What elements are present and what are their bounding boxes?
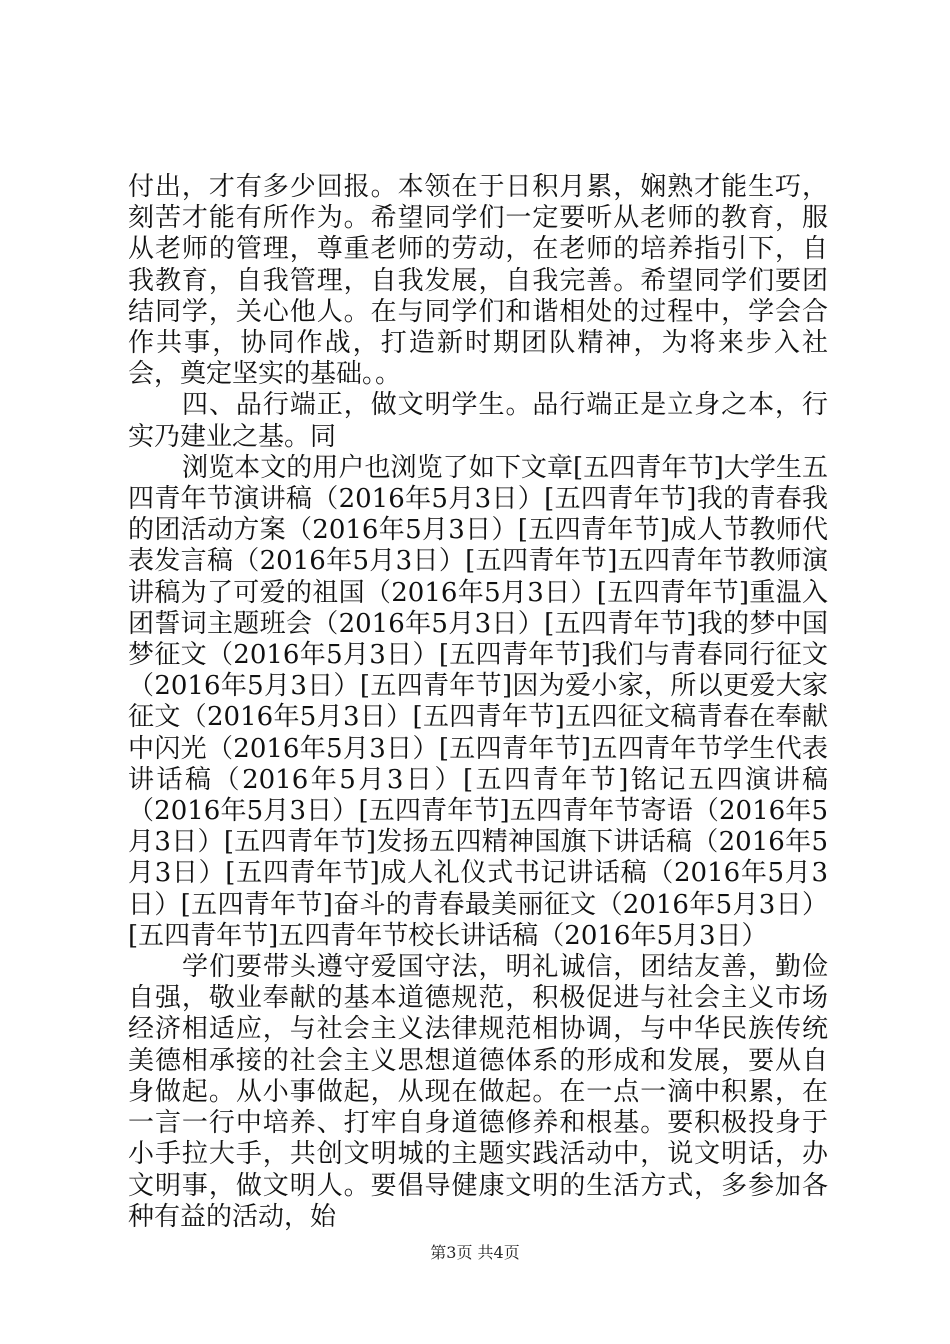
paragraph-section-four: 四、品行端正，做文明学生。品行端正是立身之本，行实乃建业之基。同 — [128, 390, 828, 452]
paragraph-moral-standards: 学们要带头遵守爱国守法，明礼诚信，团结友善，勤俭自强，敬业奉献的基本道德规范，积极促进与社会主义市场经济相适应，与社会主义法律规范相协调，与中华民族传统美德相承接的社会主义思想道德体系的形成和发展，要从自身做起。从小事做起，从现在做起。在一点一滴中积累，在一言一行中培养、打牢自身道德修养和根基。要积极投身于小手拉大手，共创文明城的主题实践活动中，说文明话，办文明事，做文明人。要倡导健康文明的生活方式，多参加各种有益的活动，始 — [128, 952, 828, 1232]
paragraph-related-articles: 浏览本文的用户也浏览了如下文章[五四青年节]大学生五四青年节演讲稿（2016年5月3日）[五四青年节]我的青春我的团活动方案（2016年5月3日）[五四青年节]成人节教师代表发言稿（2016年5月3日）[五四青年节]五四青年节教师演讲稿为了可爱的祖国（2016年5月3日）[五四青年节]重温入团誓词主题班会（2016年5月3日）[五四青年节]我的梦中国梦征文（2016年5月3日）[五四青年节]我们与青春同行征文（2016年5月3日）[五四青年节]因为爱小家，所以更爱大家征文（2016年5月3日）[五四青年节]五四征文稿青春在奉献中闪光（2016年5月3日）[五四青年节]五四青年节学生代表讲话稿（2016年5月3日）[五四青年节]铭记五四演讲稿（2016年5月3日）[五四青年节]五四青年节寄语（2016年5月3日）[五四青年节]发扬五四精神国旗下讲话稿（2016年5月3日）[五四青年节]成人礼仪式书记讲话稿（2016年5月3日）[五四青年节]奋斗的青春最美丽征文（2016年5月3日）[五四青年节]五四青年节校长讲话稿（2016年5月3日） — [128, 452, 828, 951]
document-body — [128, 172, 828, 1233]
paragraph-continuation: 付出，才有多少回报。本领在于日积月累，娴熟才能生巧，刻苦才能有所作为。希望同学们一定要听从老师的教育，服从老师的管理，尊重老师的劳动，在老师的培养指引下，自我教育，自我管理，自我发展，自我完善。希望同学们要团结同学，关心他人。在与同学们和谐相处的过程中，学会合作共事，协同作战，打造新时期团队精神，为将来步入社会，奠定坚实的基础。。 — [128, 172, 828, 390]
page-number-footer: 第3页 共4页 — [430, 1243, 520, 1262]
